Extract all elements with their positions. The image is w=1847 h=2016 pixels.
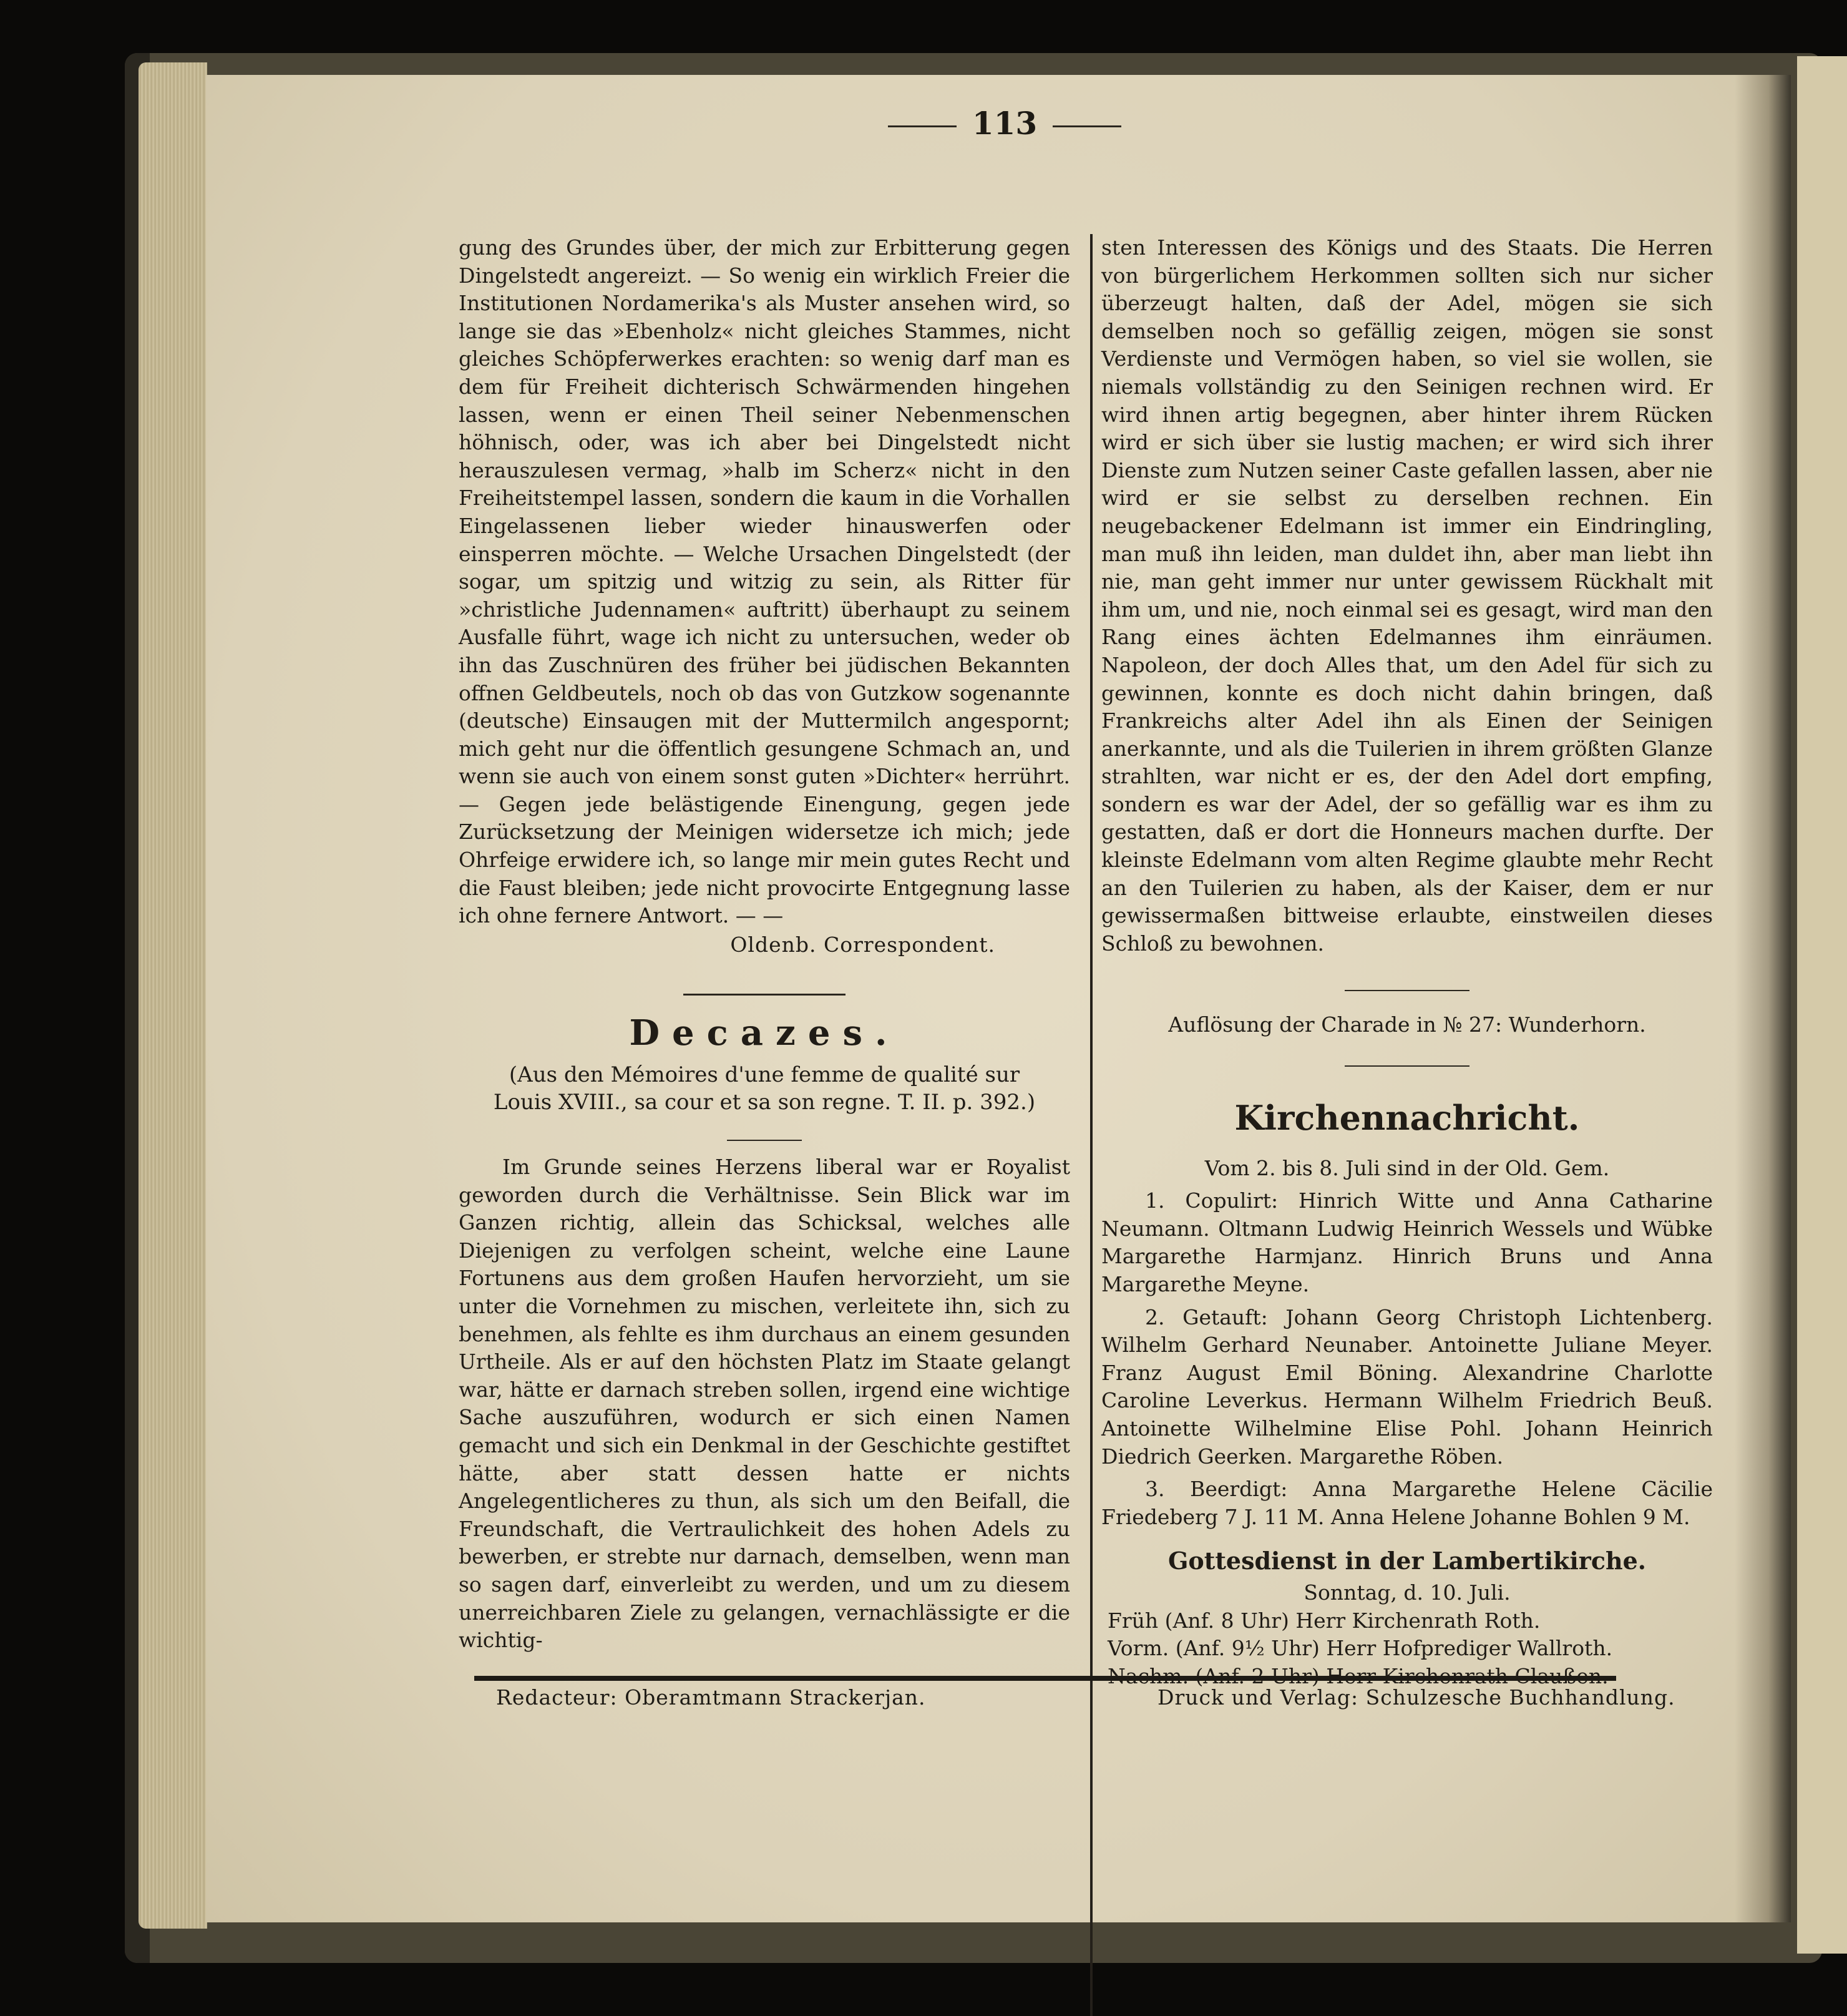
page-number-dash-left [888,125,957,127]
section-divider [683,994,846,996]
right-column [1101,234,1713,1690]
article-divider [727,1140,802,1141]
article-body: Im Grunde seines Herzens liberal war er Royalist geworden durch die Verhältnisse. Sein Blick war im Ganzen richtig, allein das Schicksal, welches alle Diejenigen zu verfolgen scheint, welche eine Laune Fortunens aus dem großen Haufen hervorzieht, um sie unter die Vornehmen zu mischen, verleitete ihn, sich zu benehmen, als fehlte es ihm durchaus an einem gesunden Urtheile. Als er auf den höchsten Platz im Staate gelangt war, hätte er darnach streben sollen, irgend eine wichtige Sache auszuführen, wodurch er sich einen Namen gemacht und sich ein Denkmal in der Geschichte gestiftet hätte, aber statt dessen hatte er nichts Angelegentlicheres zu thun, als sich um den Beifall, die Freundschaft, die Vertraulichkeit des hohen Adels zu bewerben, er strebte nur darnach, demselben, wenn man so sagen darf, einverleibt zu werden, und um zu diesem unerreichbaren Ziele zu gelangen, vernachlässigte er die wichtig- [459,1155,1070,1653]
service-title: Gottesdienst in der Lambertikirche. [1167,1547,1646,1575]
article-source: (Aus den Mémoires d'une femme de qualité sur Louis XVIII., sa cour et sa son regne. T. II. p. 392.) [493,1062,1036,1115]
page-number: 113 [972,105,1038,142]
footer-printer: Druck und Verlag: Schulzesche Buchhandlung. [1157,1685,1675,1710]
service-item: Vorm. (Anf. 9½ Uhr) Herr Hofprediger Wallroth. [1108,1636,1613,1661]
letter-signature: Oldenb. Correspondent. [730,932,995,957]
article-title: Decazes. [629,1012,900,1054]
footer-rule [474,1676,1616,1681]
church-news-copulirt: 1. Copulirt: Hinrich Witte und Anna Catharine Neumann. Oltmann Ludwig Heinrich Wessels und Wübke Margarethe Harmjanz. Hinrich Bruns und Anna Margarethe Meyne. [1101,1188,1713,1296]
footer-editor: Redacteur: Oberamtmann Strackerjan. [496,1685,926,1710]
charade-solution: Auflösung der Charade in № 27: Wunderhorn. [1168,1012,1646,1037]
article-continuation: sten Interessen des Königs und des Staats. Die Herren von bürgerlichem Herkommen sollten sich nur sicher überzeugt halten, daß der Adel, mögen sie sich demselben noch so gefällig zeigen, mögen sie sonst Verdienste und Vermögen haben, so viel sie wollen, sie niemals vollständig zu den Seinigen rechnen wird. Er wird ihnen artig begegnen, aber hinter ihrem Rücken wird er sich über sie lustig machen; er wird sich ihrer Dienste zum Nutzen seiner Caste gefallen lassen, aber nie wird er sie selbst zu derselben rechnen. Ein neugebackener Edelmann ist immer ein Eindringling, man muß ihn leiden, man duldet ihn, aber man liebt ihn nie, man geht immer nur unter gewissem Rückhalt mit ihm um, und nie, noch einmal sei es gesagt, wird man den Rang eines ächten Edelmannes ihm einräumen. Napoleon, der doch Alles that, um den Adel für sich zu gewinnen, konnte es doch nicht dahin bringen, daß Frankreichs alter Adel ihn als Einen der Seinigen anerkannte, und als die Tuilerien in ihrem größten Glanze strahlten, war nicht er es, der den Adel dort empfing, sondern es war der Adel, der so gefällig war es ihm zu gestatten, daß er dort die Honneurs machen durfte. Der kleinste Edelmann vom alten Regime glaubte mehr Recht an den Tuilerien zu haben, als der Kaiser, dem er nur gewissermaßen bittweise erlaubte, einstweilen dieses Schloß zu bewohnen. [1101,235,1713,956]
church-news-getauft: 2. Getauft: Johann Georg Christoph Lichtenberg. Wilhelm Gerhard Neunaber. Antoinette Juliane Meyer. Franz August Emil Böning. Alexandrine Charlotte Caroline Leverkus. Hermann Wilhelm Friedrich Beuß. Antoinette Wilhelmine Elise Pohl. Johann Heinrich Diedrich Geerken. Margarethe Röben. [1101,1304,1713,1469]
section-divider [1345,990,1469,991]
page-number-row [755,105,1254,142]
page-number-dash-right [1053,125,1121,127]
service-item: Früh (Anf. 8 Uhr) Herr Kirchenrath Roth. [1108,1608,1541,1633]
section-divider [1345,1065,1469,1067]
left-column [459,234,1070,1655]
service-date: Sonntag, d. 10. Juli. [1304,1580,1511,1605]
church-news-period: Vom 2. bis 8. Juli sind in der Old. Gem. [1204,1155,1610,1180]
letter-paragraph: gung des Grundes über, der mich zur Erbitterung gegen Dingelstedt angereizt. — So wenig ein wirklich Freier die Institutionen Nordamerika's als Muster ansehen wird, so lange sie das »Ebenholz« nicht gleiches Stammes, nicht gleiches Schöpferwerkes erachten: so wenig darf man es dem für Freiheit dichterisch Schwärmenden hingehen lassen, wenn er einen Theil seiner Nebenmenschen höhnisch, oder, was ich aber bei Dingelstedt nicht herauszulesen vermag, »halb im Scherz« nicht in den Freiheitstempel lassen, sondern die kaum in die Vorhallen Eingelassenen lieber wieder hinauswerfen oder einsperren möchte. — Welche Ursachen Dingelstedt (der sogar, um spitzig und witzig zu sein, als Ritter für »christliche Judennamen« auftritt) überhaupt zu seinem Ausfalle führt, wage ich nicht zu untersuchen, weder ob ihn das Zuschnüren des früher bei jüdischen Bekannten offnen Geldbeutels, noch ob das von Gutzkow sogenannte (deutsche) Einsaugen mit der Muttermilch angespornt; mich geht nur die öffentlich gesungene Schmach an, und wenn sie auch von einem sonst guten »Dichter« herrührt. — Gegen jede belästigende Einengung, gegen jede Zurücksetzung der Meinigen widersetze ich mich; jede Ohrfeige erwidere ich, so lange mir mein gutes Recht und die Faust bleiben; jede nicht provocirte Entgegnung lasse ich ohne fernere Antwort. — — [459,235,1070,928]
column-divider [1090,234,1093,2016]
church-news-title: Kirchennachricht. [1234,1098,1580,1138]
church-news-beerdigt: 3. Beerdigt: Anna Margarethe Helene Cäcilie Friedeberg 7 J. 11 M. Anna Helene Johanne Bohlen 9 M. [1101,1477,1713,1529]
